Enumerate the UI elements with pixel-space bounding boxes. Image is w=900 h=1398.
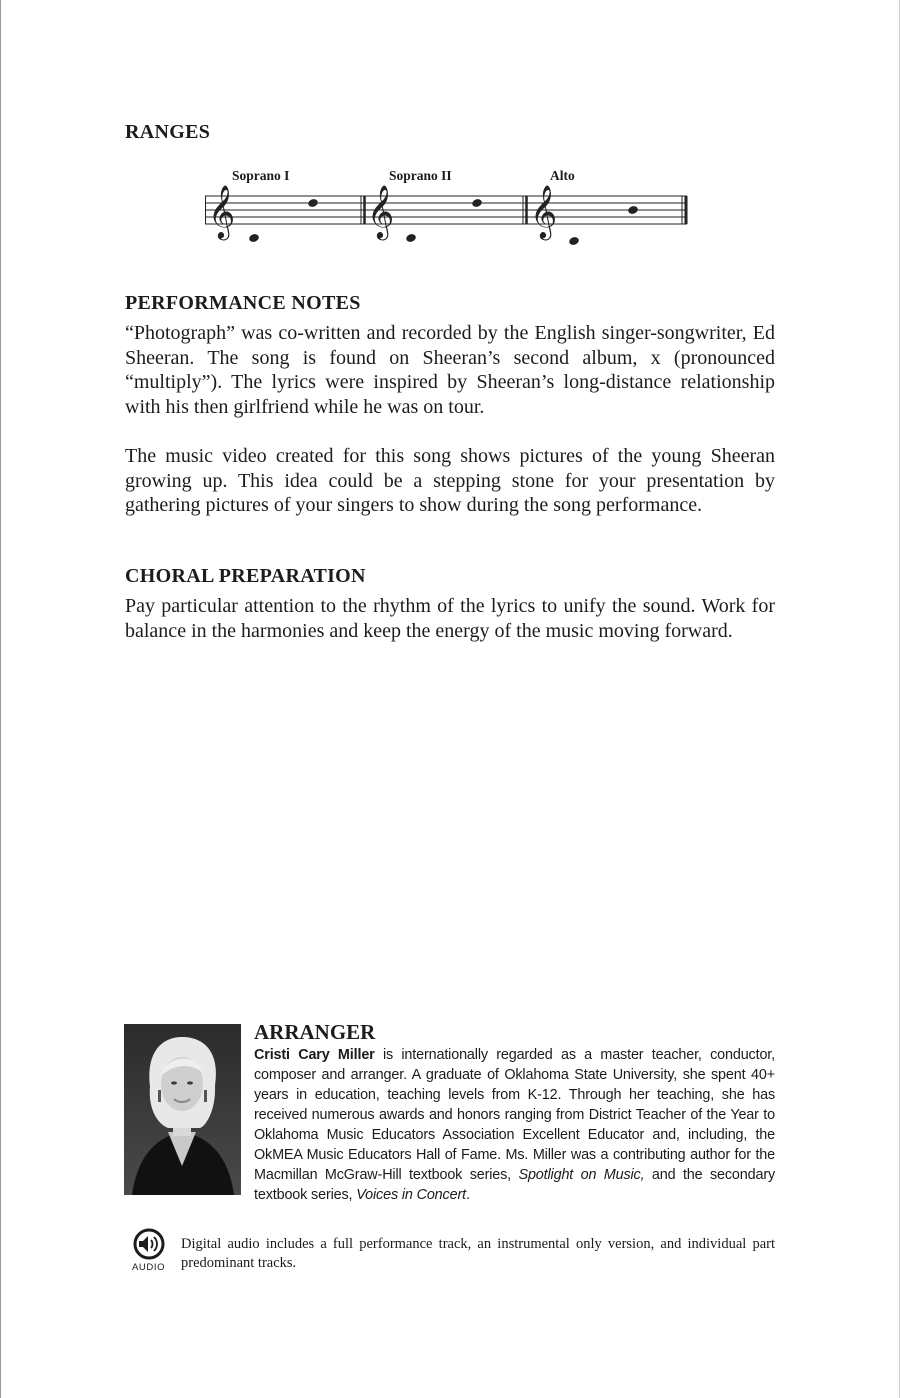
performance-notes-paragraph-2: The music video created for this song shows pictures of the young Sheeran growing up. This idea could be a stepping stone for your presentation by gathering pictures of your singers to show during the song performance.: [125, 445, 775, 516]
svg-text:𝄞: 𝄞: [208, 184, 236, 238]
treble-clef-1: [208, 184, 235, 240]
arranger-photo: [124, 1024, 241, 1195]
note-soprano-2-low: [406, 234, 416, 243]
voice-label-alto: Alto: [550, 168, 575, 183]
treble-clef-2: [367, 184, 394, 240]
arranger-name: Cristi Cary Miller: [254, 1047, 375, 1063]
arranger-bio: [254, 1045, 775, 1205]
arranger-heading: ARRANGER: [254, 1020, 376, 1044]
choral-preparation-paragraph: Pay particular attention to the rhythm of the lyrics to unify the sound. Work for balance in the harmonies and keep the energy of the music moving forward.: [125, 595, 775, 642]
performance-notes-heading: PERFORMANCE NOTES: [125, 292, 361, 314]
note-alto-high: [628, 206, 638, 215]
ranges-staff: [205, 165, 695, 250]
note-soprano-1-low: [249, 234, 259, 243]
arranger-bio-part-2: and the secondary textbook series,: [254, 1167, 776, 1203]
note-soprano-1-high: [308, 199, 318, 208]
arranger-series-2: Voices in Concert: [356, 1187, 466, 1203]
audio-description: Digital audio includes a full performance track, an instrumental only version, and individual part predominant tracks.: [181, 1236, 775, 1271]
arranger-series-1: Spotlight on Music,: [518, 1167, 645, 1183]
arranger-bio-part-1: is internationally regarded as a master teacher, conductor, composer and arranger. A graduate of Oklahoma State University, she spent 40+ years in education, teaching levels from K-12. Through her teaching, she has received numerous awards and honors ranging from District Teacher of the Year to Oklahoma Music Educators Association Excellent Educator and, including, the OkMEA Music Educators Hall of Fame. Ms. Miller was a contributing author for the Macmillan McGraw-Hill textbook series,: [254, 1047, 775, 1183]
note-soprano-2-high: [472, 199, 482, 208]
music-staff: [205, 165, 695, 250]
voice-label-soprano-1: Soprano I: [232, 168, 290, 183]
audio-label: AUDIO: [132, 1262, 166, 1273]
choral-preparation-heading: CHORAL PREPARATION: [125, 565, 366, 587]
arranger-bio-end: .: [465, 1187, 470, 1203]
ranges-heading: RANGES: [125, 121, 211, 143]
page-left-edge: [0, 0, 1, 1398]
svg-text:𝄞: 𝄞: [530, 184, 558, 238]
performance-notes-paragraph-1: “Photograph” was co-written and recorded by the English singer-songwriter, Ed Sheeran. The song is found on Sheeran’s second album, x (pronounced “multiply”). The lyrics were inspired by Sheeran’s long-distance relationship with his then girlfriend while he was on tour.: [125, 322, 775, 418]
svg-text:𝄞: 𝄞: [367, 184, 395, 238]
voice-label-soprano-2: Soprano II: [389, 168, 452, 183]
treble-clef-3: [530, 184, 557, 240]
note-alto-low: [569, 237, 579, 246]
